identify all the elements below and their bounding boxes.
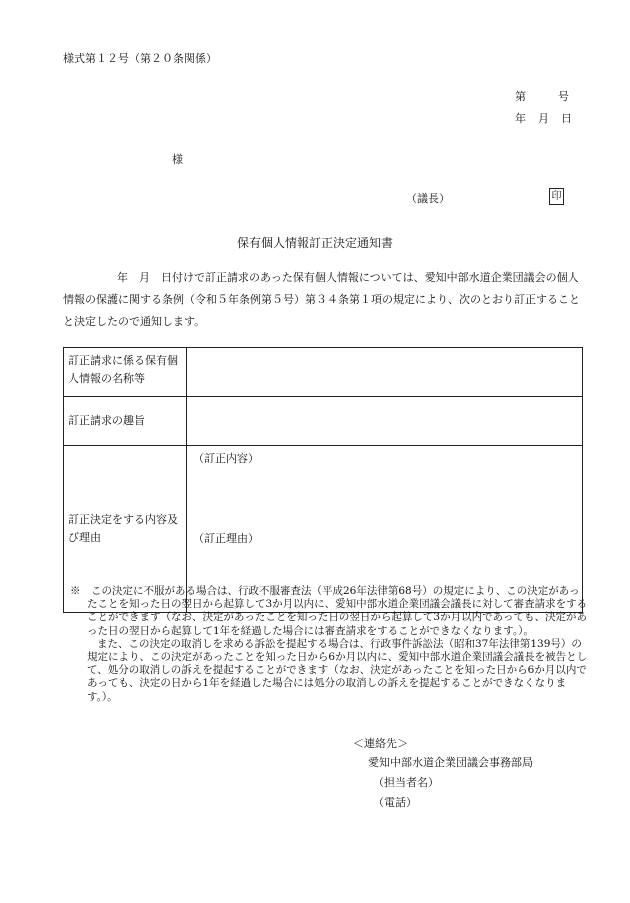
contact-phone: （電話） [373,796,417,809]
document-title: 保有個人情報訂正決定通知書 [236,236,393,250]
decision-table [63,347,583,613]
table-row [64,348,583,397]
contact-heading: ＜連絡先＞ [353,737,408,750]
contact-person: （担当者名） [373,776,439,789]
correction-content-heading: （訂正内容） [193,452,259,465]
notice-paragraph-appeal: ※ この決定に不服がある場合は、行政不服審査法（平成26年法律第68号）の規定により、この決定があったことを知った日の翌日から起算して3か月以内に、愛知中部水道企業団議会議長に対して審査請求をすることができます（なお、決定があったことを知った日の翌日から起算して3か月以内であっても、決定があった日の翌日から起算して1年を経過した場合には審査請求をすることができなくなります。）。 [70,585,588,637]
document-number [515,88,569,104]
contact-organization: 愛知中部水道企業団議会事務部局 [368,756,533,769]
row-label-info-name: 訂正請求に係る保有個人情報の名称等 [64,348,187,397]
body-text: 年 月 日付けで訂正請求のあった保有個人情報については、愛知中部水道企業団議会の個人情報の保護に関する条例（令和５年条例第５号）第３４条第１項の規定により、次のとおり訂正することと決定したので通知します。 [63,271,580,328]
correction-reason-heading: （訂正理由） [193,532,259,545]
doc-number-prefix: 第 [515,90,526,103]
date-day: 日 [561,112,572,125]
seal-mark: 印 [549,188,564,205]
row-value-info-name [187,348,583,397]
row-label-decision-content: 訂正決定をする内容及び理由 [64,446,187,613]
table-row [64,397,583,446]
issue-date [515,110,572,126]
body-paragraph [63,267,583,333]
row-value-request-purpose [187,397,583,446]
sender-title: （議長） [406,192,450,205]
appeal-notice [70,585,590,704]
date-month: 月 [538,112,549,125]
row-label-request-purpose: 訂正請求の趣旨 [64,397,187,446]
form-number: 様式第１２号（第２０条関係） [63,52,217,65]
date-year: 年 [515,112,526,125]
doc-number-suffix: 号 [558,90,569,103]
notice-paragraph-lawsuit: また、この決定の取消しを求める訴訟を提起する場合は、行政事件訴訟法（昭和37年法律第139号）の規定により、この決定があったことを知った日から6か月以内に、愛知中部水道企業団議会議長を被告として、処分の取消しの訴えを提起することができます（なお、決定があったことを知った日から6か月以内であっても、決定の日から1年を経過した場合には処分の取消しの訴えを提起することができなくなります。）。 [87,637,588,703]
addressee-suffix: 様 [172,153,183,166]
